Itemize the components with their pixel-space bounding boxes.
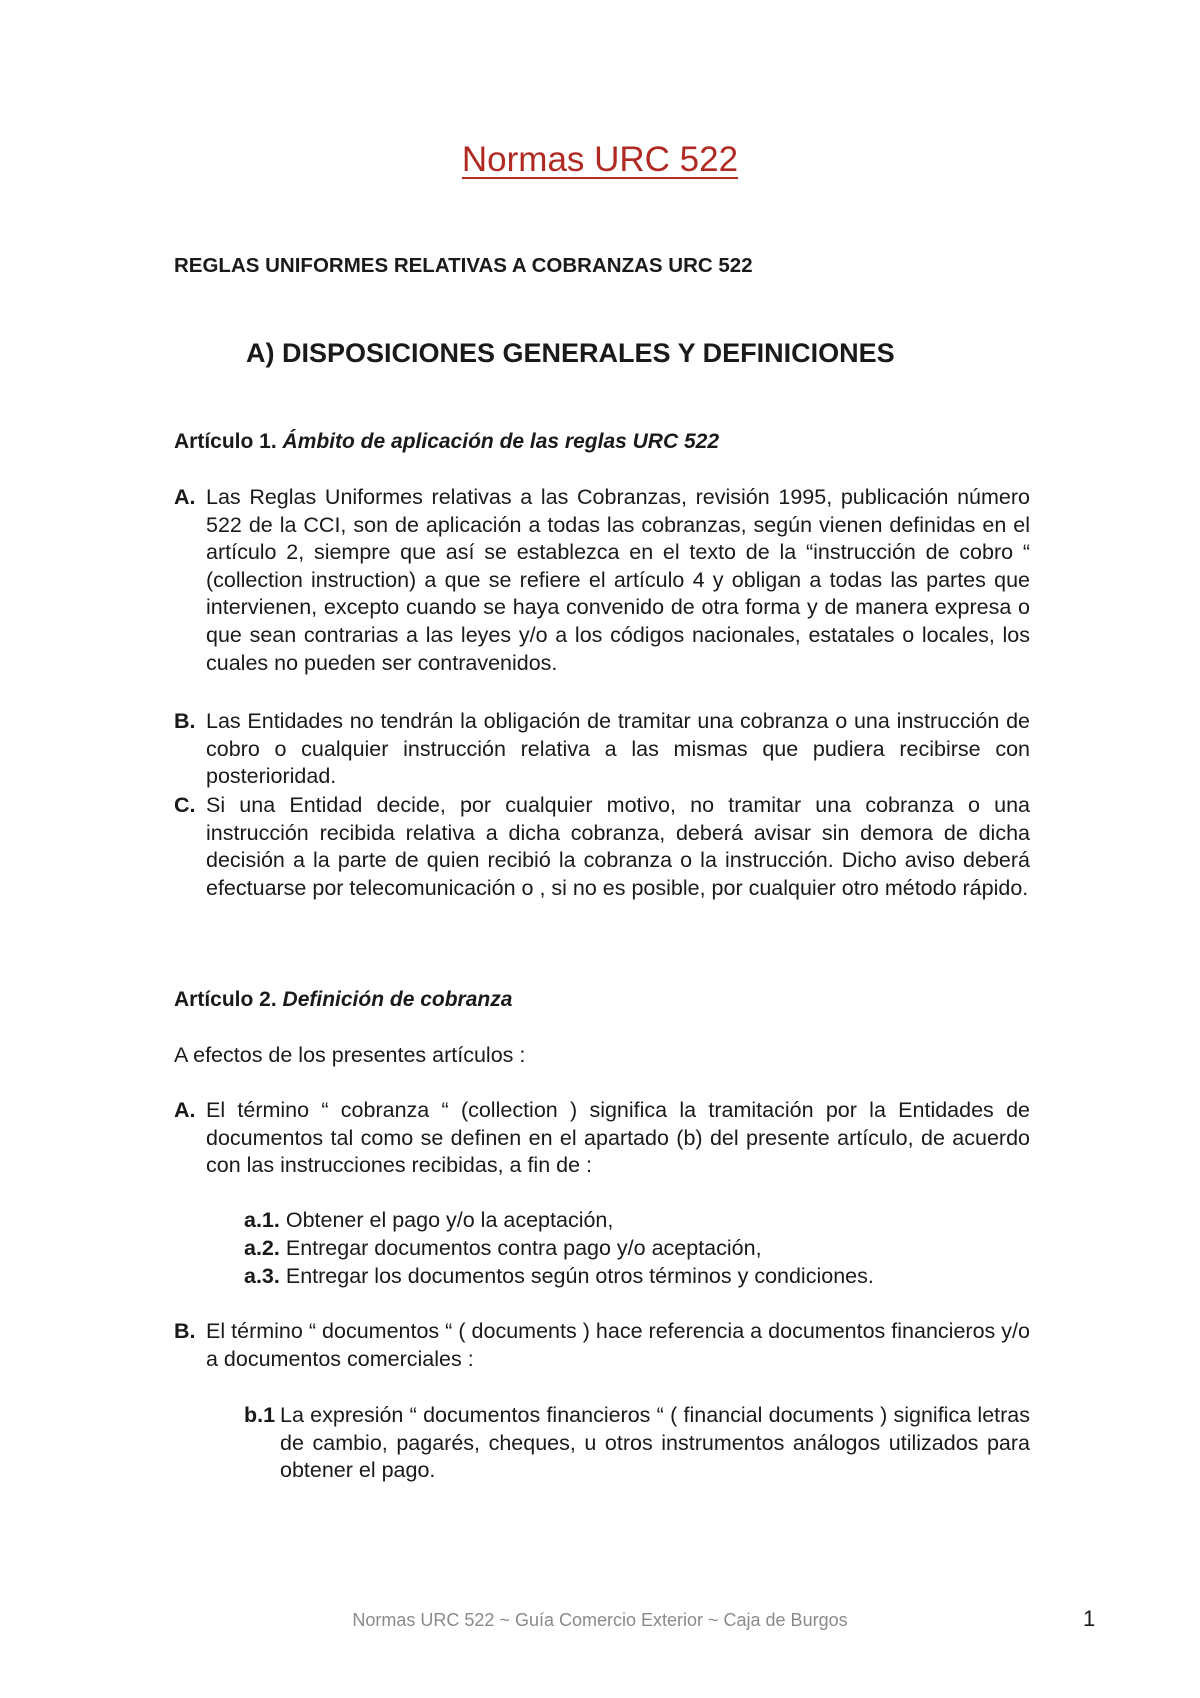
- paragraph-label: B.: [174, 1319, 196, 1343]
- paragraph-label: A.: [174, 1098, 196, 1122]
- article-1-subtitle: Ámbito de aplicación de las reglas URC 522: [282, 430, 720, 453]
- article-2-paragraph-a: [174, 1097, 1030, 1180]
- list-item-text: Obtener el pago y/o la aceptación,: [285, 1208, 614, 1232]
- list-item-label: a.1.: [244, 1208, 280, 1232]
- list-item-text: Entregar los documentos según otros términos y condiciones.: [285, 1264, 874, 1288]
- article-1-paragraph-c: [174, 792, 1030, 902]
- article-1-paragraph-a: [174, 484, 1030, 677]
- page-footer: Normas URC 522 ~ Guía Comercio Exterior ~ Caja de Burgos: [352, 1610, 848, 1630]
- article-2-title: [174, 988, 512, 1012]
- chapter-heading: A) DISPOSICIONES GENERALES Y DEFINICIONES: [246, 338, 895, 368]
- article-2-paragraph-b: [174, 1318, 1030, 1373]
- list-item-label: a.2.: [244, 1236, 280, 1260]
- list-item-label: b.1: [244, 1403, 276, 1427]
- article-2-label: Artículo 2.: [174, 988, 277, 1011]
- list-item: [244, 1263, 874, 1291]
- article-1-label: Artículo 1.: [174, 430, 277, 453]
- article-2-intro: A efectos de los presentes artículos :: [174, 1043, 526, 1067]
- section-heading: REGLAS UNIFORMES RELATIVAS A COBRANZAS URC 522: [174, 254, 753, 277]
- list-item-text: La expresión “ documentos financieros “ ( financial documents ) significa letras de cambio, pagarés, cheques, u otros instrumentos análogos utilizados para obtener el pago.: [280, 1403, 1030, 1483]
- paragraph-text: Las Entidades no tendrán la obligación de tramitar una cobranza o una instrucción de cobro o cualquier instrucción relativa a las mismas que pudiera recibirse con posterioridad.: [206, 709, 1030, 789]
- paragraph-label: C.: [174, 793, 196, 817]
- paragraph-text: El término “ documentos “ ( documents ) hace referencia a documentos financieros y/o a documentos comerciales :: [206, 1319, 1030, 1371]
- list-item-label: a.3.: [244, 1264, 280, 1288]
- paragraph-label: B.: [174, 709, 196, 733]
- list-item: [244, 1235, 762, 1263]
- paragraph-text: Si una Entidad decide, por cualquier motivo, no tramitar una cobranza o una instrucción recibida relativa a dicha cobranza, deberá avisar sin demora de dicha decisión a la parte de quien recibió la cobranza o la instrucción. Dicho aviso deberá efectuarse por telecomunicación o , si no es posible, por cualquier otro método rápido.: [206, 793, 1030, 900]
- article-2-subtitle: Definición de cobranza: [282, 988, 513, 1011]
- paragraph-label: A.: [174, 485, 196, 509]
- list-item-text: Entregar documentos contra pago y/o aceptación,: [285, 1236, 762, 1260]
- article-1-paragraph-b: [174, 708, 1030, 791]
- page-number: 1: [1083, 1606, 1096, 1631]
- article-2-item-b1: [244, 1402, 1030, 1485]
- article-1-title: [174, 430, 719, 454]
- paragraph-text: El término “ cobranza “ (collection ) significa la tramitación por la Entidades de documentos tal como se definen en el apartado (b) del presente artículo, de acuerdo con las instrucciones recibidas, a fin de :: [206, 1098, 1030, 1178]
- list-item: [244, 1207, 613, 1235]
- document-title: Normas URC 522: [461, 140, 739, 179]
- paragraph-text: Las Reglas Uniformes relativas a las Cobranzas, revisión 1995, publicación número 522 de la CCI, son de aplicación a todas las cobranzas, según vienen definidas en el artículo 2, siempre que así se establezca en el texto de la “instrucción de cobro “ (collection instruction) a que se refiere el artículo 4 y obligan a todas las partes que intervienen, excepto cuando se haya convenido de otra forma y de manera expresa o que sean contrarias a las leyes y/o a los códigos nacionales, estatales o locales, los cuales no pueden ser contravenidos.: [206, 485, 1030, 675]
